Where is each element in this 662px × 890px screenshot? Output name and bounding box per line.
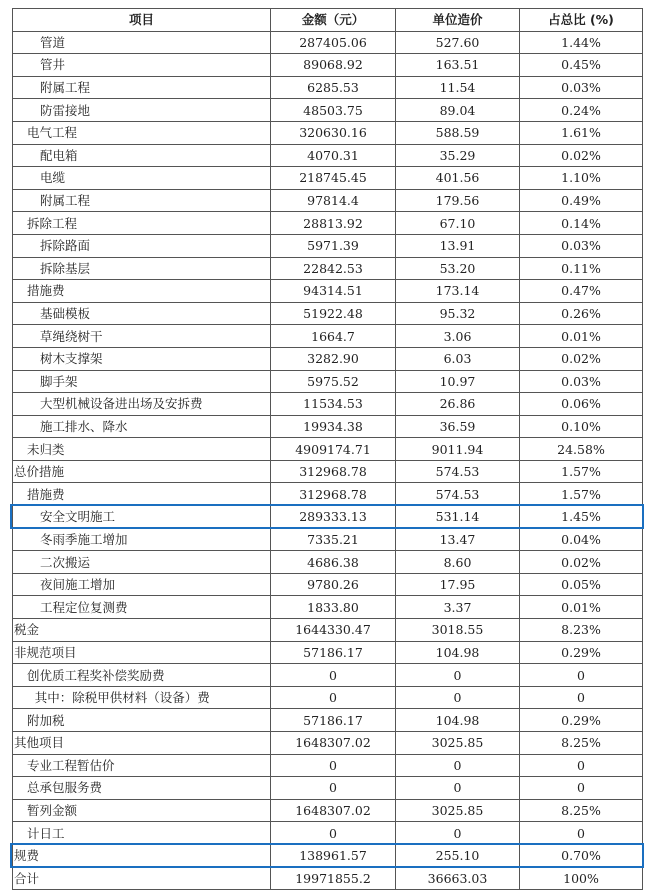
- row-amount: 57186.17: [271, 709, 396, 732]
- row-item-name: 措施费: [13, 483, 271, 506]
- row-unit-cost: 0: [396, 777, 520, 800]
- row-amount: 0: [271, 754, 396, 777]
- table-row: [13, 325, 643, 348]
- row-percent: 0.01%: [520, 325, 643, 348]
- row-amount: 11534.53: [271, 393, 396, 416]
- row-unit-cost: 3018.55: [396, 619, 520, 642]
- row-unit-cost: 89.04: [396, 99, 520, 122]
- table-row: [13, 506, 643, 529]
- row-item-name: 基础模板: [13, 302, 271, 325]
- row-amount: 1648307.02: [271, 732, 396, 755]
- row-amount: 1644330.47: [271, 619, 396, 642]
- table-row: [13, 732, 643, 755]
- table-row: [13, 573, 643, 596]
- row-item-name: 拆除基层: [13, 257, 271, 280]
- row-percent: 1.44%: [520, 31, 643, 54]
- table-row: [13, 709, 643, 732]
- row-percent: 0: [520, 664, 643, 687]
- row-unit-cost: 13.91: [396, 234, 520, 257]
- table-row: [13, 347, 643, 370]
- table-row: [13, 280, 643, 303]
- table-row: [13, 76, 643, 99]
- row-item-name: 配电箱: [13, 144, 271, 167]
- row-unit-cost: 173.14: [396, 280, 520, 303]
- row-unit-cost: 8.60: [396, 551, 520, 574]
- table-row: [13, 754, 643, 777]
- table-row: [13, 664, 643, 687]
- row-amount: 3282.90: [271, 347, 396, 370]
- row-unit-cost: 0: [396, 822, 520, 845]
- row-percent: 0.02%: [520, 551, 643, 574]
- row-unit-cost: 35.29: [396, 144, 520, 167]
- row-percent: 1.57%: [520, 460, 643, 483]
- row-amount: 1833.80: [271, 596, 396, 619]
- row-percent: 0.06%: [520, 393, 643, 416]
- row-item-name: 暂列金额: [13, 799, 271, 822]
- row-item-name: 创优质工程奖补偿奖励费: [13, 664, 271, 687]
- row-percent: 0.05%: [520, 573, 643, 596]
- row-amount: 1664.7: [271, 325, 396, 348]
- row-amount: 97814.4: [271, 189, 396, 212]
- header-unit-cost: 单位造价: [396, 9, 520, 32]
- table-row: [13, 438, 643, 461]
- table-row: [13, 189, 643, 212]
- row-item-name: 电缆: [13, 167, 271, 190]
- row-percent: 0.02%: [520, 144, 643, 167]
- row-percent: 0.29%: [520, 641, 643, 664]
- table-row: [13, 799, 643, 822]
- row-unit-cost: 574.53: [396, 483, 520, 506]
- row-amount: 1648307.02: [271, 799, 396, 822]
- row-amount: 4909174.71: [271, 438, 396, 461]
- row-item-name: 安全文明施工: [13, 506, 271, 529]
- row-percent: 100%: [520, 867, 643, 890]
- row-item-name: 合计: [13, 867, 271, 890]
- row-percent: 24.58%: [520, 438, 643, 461]
- row-amount: 0: [271, 777, 396, 800]
- row-amount: 5971.39: [271, 234, 396, 257]
- row-item-name: 拆除工程: [13, 212, 271, 235]
- table-row: [13, 596, 643, 619]
- row-item-name: 总承包服务费: [13, 777, 271, 800]
- table-row: [13, 483, 643, 506]
- row-unit-cost: 53.20: [396, 257, 520, 280]
- row-item-name: 附属工程: [13, 189, 271, 212]
- row-unit-cost: 26.86: [396, 393, 520, 416]
- row-amount: 89068.92: [271, 54, 396, 77]
- row-unit-cost: 163.51: [396, 54, 520, 77]
- row-amount: 28813.92: [271, 212, 396, 235]
- table-row: [13, 99, 643, 122]
- row-unit-cost: 104.98: [396, 709, 520, 732]
- row-amount: 0: [271, 664, 396, 687]
- row-unit-cost: 10.97: [396, 370, 520, 393]
- row-amount: 51922.48: [271, 302, 396, 325]
- table-row: [13, 844, 643, 867]
- row-item-name: 计日工: [13, 822, 271, 845]
- row-percent: 0: [520, 777, 643, 800]
- header-item: 项目: [13, 9, 271, 32]
- header-percent: 占总比 (%): [520, 9, 643, 32]
- row-item-name: 施工排水、降水: [13, 415, 271, 438]
- table-body: [13, 31, 643, 890]
- row-unit-cost: 11.54: [396, 76, 520, 99]
- table-row: [13, 686, 643, 709]
- table-row: [13, 528, 643, 551]
- row-amount: 312968.78: [271, 460, 396, 483]
- row-item-name: 其中：除税甲供材料（设备）费: [13, 686, 271, 709]
- row-percent: 8.25%: [520, 732, 643, 755]
- row-unit-cost: 3.37: [396, 596, 520, 619]
- cost-summary-sheet: [12, 8, 642, 890]
- row-amount: 138961.57: [271, 844, 396, 867]
- row-amount: 4686.38: [271, 551, 396, 574]
- row-amount: 289333.13: [271, 506, 396, 529]
- row-amount: 7335.21: [271, 528, 396, 551]
- row-item-name: 电气工程: [13, 121, 271, 144]
- row-amount: 287405.06: [271, 31, 396, 54]
- row-percent: 0.10%: [520, 415, 643, 438]
- header-row: [13, 9, 643, 32]
- table-row: [13, 234, 643, 257]
- header-amount: 金额（元）: [271, 9, 396, 32]
- row-percent: 0.03%: [520, 370, 643, 393]
- row-item-name: 二次搬运: [13, 551, 271, 574]
- table-row: [13, 460, 643, 483]
- row-item-name: 未归类: [13, 438, 271, 461]
- table-row: [13, 415, 643, 438]
- row-percent: 0.26%: [520, 302, 643, 325]
- table-row: [13, 302, 643, 325]
- row-unit-cost: 255.10: [396, 844, 520, 867]
- row-unit-cost: 36663.03: [396, 867, 520, 890]
- row-percent: 0.03%: [520, 76, 643, 99]
- row-percent: 0.24%: [520, 99, 643, 122]
- table-row: [13, 54, 643, 77]
- row-unit-cost: 3025.85: [396, 732, 520, 755]
- row-unit-cost: 36.59: [396, 415, 520, 438]
- row-amount: 0: [271, 822, 396, 845]
- row-item-name: 附属工程: [13, 76, 271, 99]
- row-unit-cost: 95.32: [396, 302, 520, 325]
- row-percent: 0.02%: [520, 347, 643, 370]
- cost-table: [12, 8, 643, 890]
- row-amount: 19934.38: [271, 415, 396, 438]
- row-unit-cost: 0: [396, 754, 520, 777]
- row-unit-cost: 6.03: [396, 347, 520, 370]
- row-amount: 4070.31: [271, 144, 396, 167]
- row-item-name: 税金: [13, 619, 271, 642]
- row-item-name: 冬雨季施工增加: [13, 528, 271, 551]
- table-row: [13, 144, 643, 167]
- row-unit-cost: 527.60: [396, 31, 520, 54]
- row-amount: 312968.78: [271, 483, 396, 506]
- table-row: [13, 641, 643, 664]
- row-item-name: 附加税: [13, 709, 271, 732]
- row-unit-cost: 9011.94: [396, 438, 520, 461]
- row-amount: 94314.51: [271, 280, 396, 303]
- table-row: [13, 822, 643, 845]
- row-amount: 320630.16: [271, 121, 396, 144]
- row-percent: 0.03%: [520, 234, 643, 257]
- table-row: [13, 393, 643, 416]
- row-amount: 5975.52: [271, 370, 396, 393]
- row-percent: 8.25%: [520, 799, 643, 822]
- row-unit-cost: 104.98: [396, 641, 520, 664]
- row-item-name: 工程定位复测费: [13, 596, 271, 619]
- row-unit-cost: 3.06: [396, 325, 520, 348]
- row-unit-cost: 574.53: [396, 460, 520, 483]
- row-item-name: 防雷接地: [13, 99, 271, 122]
- row-item-name: 脚手架: [13, 370, 271, 393]
- row-unit-cost: 13.47: [396, 528, 520, 551]
- row-amount: 57186.17: [271, 641, 396, 664]
- table-row: [13, 867, 643, 890]
- row-item-name: 非规范项目: [13, 641, 271, 664]
- row-unit-cost: 179.56: [396, 189, 520, 212]
- row-item-name: 专业工程暂估价: [13, 754, 271, 777]
- row-amount: 19971855.2: [271, 867, 396, 890]
- row-unit-cost: 401.56: [396, 167, 520, 190]
- table-row: [13, 121, 643, 144]
- row-percent: 0.04%: [520, 528, 643, 551]
- row-unit-cost: 3025.85: [396, 799, 520, 822]
- row-unit-cost: 0: [396, 664, 520, 687]
- table-row: [13, 212, 643, 235]
- table-row: [13, 31, 643, 54]
- row-percent: 0.70%: [520, 844, 643, 867]
- row-percent: 0.45%: [520, 54, 643, 77]
- row-percent: 1.57%: [520, 483, 643, 506]
- row-item-name: 其他项目: [13, 732, 271, 755]
- row-amount: 48503.75: [271, 99, 396, 122]
- row-percent: 1.45%: [520, 506, 643, 529]
- row-percent: 0: [520, 822, 643, 845]
- row-item-name: 拆除路面: [13, 234, 271, 257]
- row-percent: 0: [520, 686, 643, 709]
- row-percent: 0.29%: [520, 709, 643, 732]
- row-amount: 9780.26: [271, 573, 396, 596]
- row-percent: 1.10%: [520, 167, 643, 190]
- row-percent: 0.14%: [520, 212, 643, 235]
- row-percent: 8.23%: [520, 619, 643, 642]
- row-item-name: 管井: [13, 54, 271, 77]
- row-unit-cost: 17.95: [396, 573, 520, 596]
- row-unit-cost: 588.59: [396, 121, 520, 144]
- row-percent: 0.49%: [520, 189, 643, 212]
- row-amount: 0: [271, 686, 396, 709]
- row-percent: 0: [520, 754, 643, 777]
- row-percent: 0.47%: [520, 280, 643, 303]
- table-row: [13, 551, 643, 574]
- row-percent: 0.01%: [520, 596, 643, 619]
- row-amount: 218745.45: [271, 167, 396, 190]
- row-item-name: 管道: [13, 31, 271, 54]
- row-item-name: 草绳绕树干: [13, 325, 271, 348]
- table-row: [13, 777, 643, 800]
- row-amount: 6285.53: [271, 76, 396, 99]
- row-item-name: 大型机械设备进出场及安拆费: [13, 393, 271, 416]
- row-item-name: 树木支撑架: [13, 347, 271, 370]
- table-row: [13, 167, 643, 190]
- row-unit-cost: 531.14: [396, 506, 520, 529]
- table-row: [13, 619, 643, 642]
- row-percent: 1.61%: [520, 121, 643, 144]
- table-row: [13, 370, 643, 393]
- row-item-name: 措施费: [13, 280, 271, 303]
- row-unit-cost: 67.10: [396, 212, 520, 235]
- row-amount: 22842.53: [271, 257, 396, 280]
- row-item-name: 规费: [13, 844, 271, 867]
- row-unit-cost: 0: [396, 686, 520, 709]
- row-item-name: 夜间施工增加: [13, 573, 271, 596]
- table-row: [13, 257, 643, 280]
- row-item-name: 总价措施: [13, 460, 271, 483]
- row-percent: 0.11%: [520, 257, 643, 280]
